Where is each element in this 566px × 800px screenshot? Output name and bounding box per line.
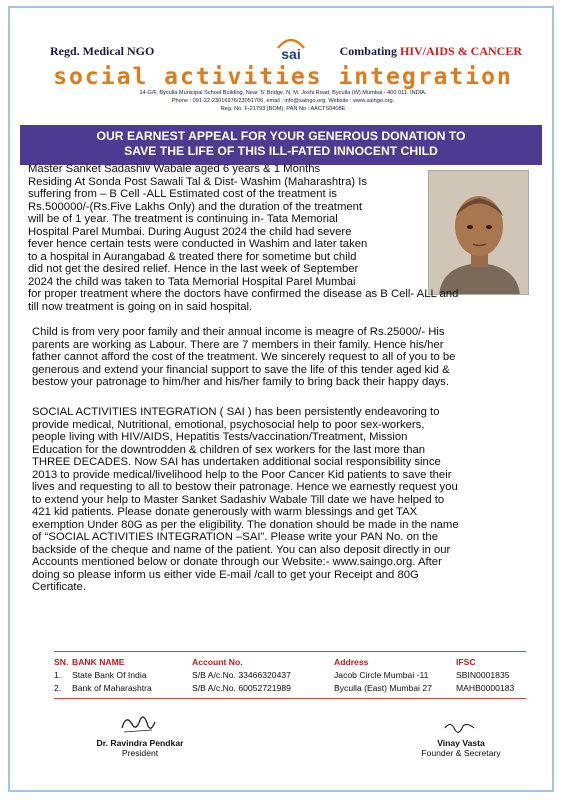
text-line: 421 kid patients. Please donate generously with warm blessings and get TAX (32, 506, 418, 518)
signatory-name: Dr. Ravindra Pendkar (96, 738, 184, 748)
text-line: people living with HIV/AIDS, Hepatitis Tests/vaccination/Treatment, Mission (32, 431, 408, 443)
text-line: will be of 1 year. The treatment is continuing in- Tata Memorial (28, 213, 338, 225)
table-cell: Bank of Maharashtra (72, 682, 152, 693)
text-line: doing so please inform us either vide E-mail /call to get your Receipt and 80G (32, 568, 419, 581)
column-header: IFSC (456, 656, 476, 667)
family-condition-paragraph (32, 326, 455, 389)
banner-line-1: OUR EARNEST APPEAL FOR YOUR GENEROUS DONATION TO (96, 129, 466, 143)
patient-details-paragraph (28, 163, 458, 313)
text-line: Master Sanket Sadashiv Wabale aged 6 years & 1 Months (28, 163, 321, 175)
appeal-document (8, 6, 554, 792)
table-cell: Jacob Circle Mumbai -11 (334, 669, 429, 680)
text-line: bestow your patronage to him/her and his/her family to bring back their happy days. (32, 376, 449, 388)
secretary-signatory (406, 738, 516, 758)
text-line: Child is from very poor family and their annual income is meagre of Rs.25000/- His (32, 326, 445, 338)
text-line: father cannot afford the cost of the treatment. We sincerely request to all of you to be (32, 351, 456, 363)
text-line: till now treatment is going on in said hospital. (28, 300, 253, 313)
president-signatory (70, 738, 210, 758)
table-cell: S/B A/c.No. 60052721989 (192, 682, 291, 693)
text-line: provide medical, Nutritional, emotional, psychosocial help to poor sex-workers, (32, 418, 425, 431)
president-signature (118, 710, 158, 736)
text-line: parents are working as Labour. There are 7 members in their family. Hence his/her (32, 338, 444, 351)
column-header: Address (334, 656, 369, 667)
signatory-title: Founder & Secretary (421, 748, 501, 758)
text-line: for proper treatment where the doctors have confirmed the disease as B Cell- ALL and (28, 288, 459, 300)
tagline-highlight: HIV/AIDS & CANCER (399, 44, 522, 58)
text-line: backside of the cheque and name of the patient. You can also deposit directly in our (32, 543, 451, 556)
signatory-title: President (121, 748, 159, 758)
text-line: of “SOCIAL ACTIVITIES INTEGRATION –SAI”. Please write your PAN No. on the (32, 531, 438, 543)
table-cell: MAHB0000183 (456, 682, 515, 693)
text-line: SOCIAL ACTIVITIES INTEGRATION ( SAI ) has been persistently endeavoring to (32, 406, 440, 418)
text-line: Accounts mentioned below or donate through our Website:- www.saingo.org. After (32, 556, 442, 568)
banner-line-2: SAVE THE LIFE OF THIS ILL-FATED INNOCENT CHILD (124, 144, 438, 158)
organization-appeal-paragraph (32, 406, 459, 594)
contact-line: Phone : 091-22-23016976/23051706, email : info@saingo.org, Website : www.saingo.org. (171, 98, 395, 104)
text-line: lives and requesting to all to bestow their patronage. Hence we earnestly request you (32, 481, 458, 493)
table-cell: State Bank Of India (72, 669, 147, 680)
table-header-row (54, 655, 526, 668)
text-line: Certificate. (32, 581, 86, 593)
text-line: 2013 to provide medical/livelihood help to the Poor Cancer Kid patients to save their (32, 468, 452, 481)
text-line: fever hence certain tests were conducted in Washim and later taken (28, 238, 368, 250)
registration-line: Reg. No. F-21793 (BOM); PAN No : AACTS0408E (220, 106, 346, 112)
table-cell: SBIN0001835 (456, 669, 510, 680)
text-line: to a hospital in Aurangabad & treated there for sometime but child (28, 250, 357, 263)
address-line: 14-G/F, Byculla Municipal School Building, Near 'S' Bridge, N. M. Joshi Road, Byculla (W),Mumbai - 400 011. INDIA. (139, 90, 427, 96)
text-line: Education for the downtrodden & children of sex workers for the last more than (32, 443, 426, 456)
text-line: exemption Under 80G as per the eligibility. The donation should be made in the name (32, 518, 459, 531)
combating-tagline (340, 44, 522, 59)
column-header: BANK NAME (72, 656, 125, 667)
text-line: Rs.500000/-(Rs.Five Lakhs Only) and the duration of the treatment (28, 200, 363, 213)
text-line: 2024 the child was taken to Tata Memorial Hospital Parel Mumbai (28, 275, 356, 288)
text-line: THREE DECADES. Now SAI has undertaken additional social responsibility since (32, 456, 441, 468)
table-cell: 2. (54, 682, 62, 693)
sai-logo (274, 34, 308, 64)
text-line: to extend your help to Master Sanket Sadashiv Wabale Till date we have helped to (32, 493, 445, 506)
svg-text:sai: sai (281, 46, 301, 62)
appeal-banner (20, 125, 542, 165)
text-line: did not get the desired relief. Hence in the last week of September (28, 263, 359, 275)
text-line: Residing At Sonda Post Sawali Tal & Dist- Washim (Maharashtra) Is (28, 175, 368, 188)
table-row (54, 681, 526, 694)
text-line: suffering from – B Cell -ALL Estimated cost of the treatment is (28, 188, 337, 200)
column-header: Account No. (192, 656, 243, 667)
secretary-signature (442, 718, 478, 738)
table-row (54, 668, 526, 681)
organization-name: social activities integration (53, 64, 513, 90)
bank-details-table (54, 651, 526, 699)
signatory-name: Vinay Vasta (437, 738, 485, 748)
table-cell: 1. (54, 669, 62, 680)
text-line: generous and extend your financial support to save the life of this tender aged kid & (32, 363, 450, 376)
tagline-prefix: Combating (339, 44, 397, 58)
table-cell: S/B A/c.No. 33466320437 (192, 669, 291, 680)
ngo-registration-label: Regd. Medical NGO (50, 44, 155, 58)
text-line: Hospital Parel Mumbai. During August 2024 the child had severe (28, 225, 352, 238)
column-header: SN. (54, 656, 69, 667)
table-cell: Byculla (East) Mumbai 27 (334, 682, 432, 693)
